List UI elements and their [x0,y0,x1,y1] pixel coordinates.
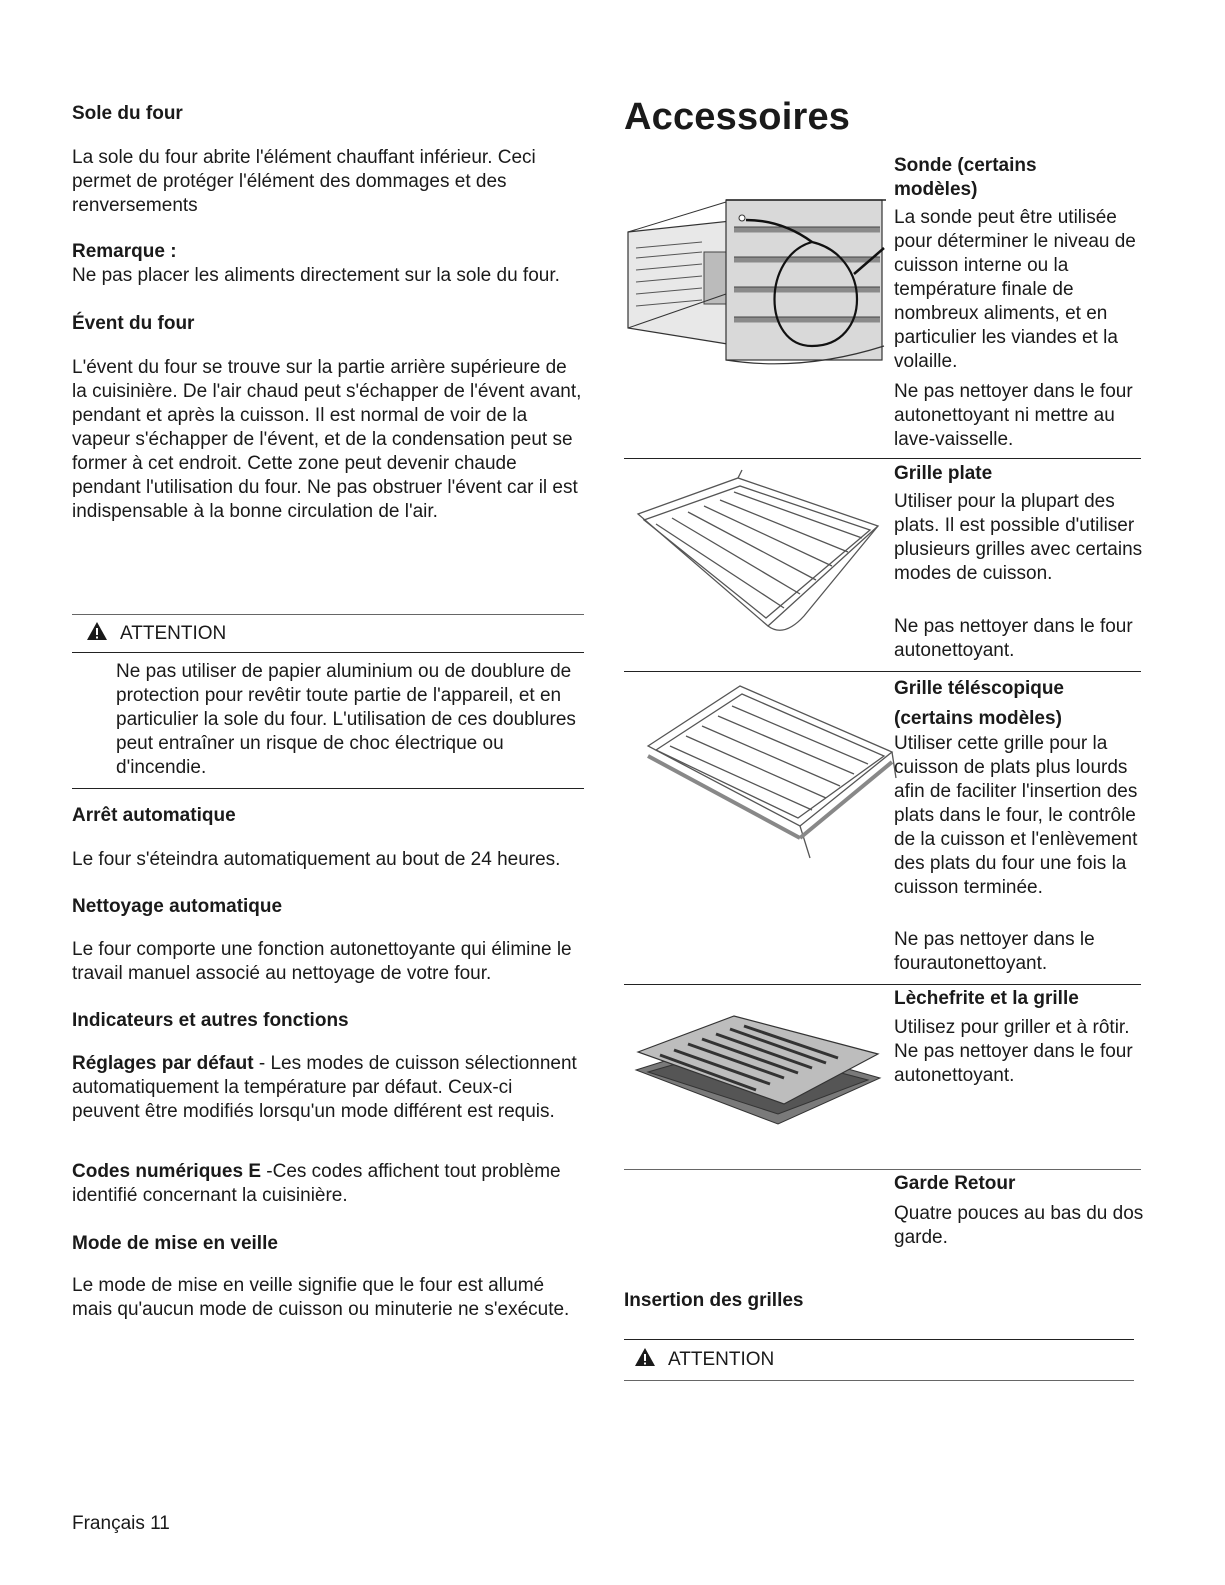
sonde-text-2: Ne pas nettoyer dans le four autonettoyant ni mettre au lave-vaisselle. [894,381,1133,450]
sonde-text-1: La sonde peut être utilisée pour déterminer le niveau de cuisson interne ou la température finale de nombreux aliments, et en particulier les viandes et la volaille. [894,207,1136,372]
flat-rack-image [634,466,884,636]
section-title-arret-automatique: Arrêt automatique [72,805,236,826]
codes-numeriques-text: -Ces codes affichent tout problème identifié concernant la cuisinière. [72,1161,561,1206]
nettoyage-automatique-text: Le four comporte une fonction autonettoyante qui élimine le travail manuel associé au nettoyage de votre four. [72,939,572,984]
section-title-sole-du-four: Sole du four [72,103,183,124]
section-title-indicateurs: Indicateurs et autres fonctions [72,1010,349,1031]
attention-label: ATTENTION [120,623,227,644]
telescopic-rack-image [640,676,900,860]
divider-1 [624,458,1141,459]
page-number: Français 11 [72,1513,170,1534]
attention-bottom-rule [72,788,584,789]
attention-right-label: ATTENTION [668,1349,775,1370]
page-title-accessoires: Accessoires [624,96,851,138]
garde-retour-text: Quatre pouces au bas du dos garde. [894,1203,1144,1248]
attention-right-header [634,1347,774,1371]
remarque-text: Ne pas placer les aliments directement sur la sole du four. [72,265,560,286]
grille-plate-title: Grille plate [894,463,993,484]
reglages-par-defaut-paragraph [72,1052,584,1124]
grille-telescopique-text-2: Ne pas nettoyer dans le fourautonettoyant. [894,929,1095,974]
lechefrite-text: Utilisez pour griller et à rôtir. Ne pas nettoyer dans le four autonettoyant. [894,1017,1133,1086]
attention-header [86,621,226,645]
grille-telescopique-title: Grille téléscopique (certains modèles) [894,678,1064,729]
probe-image [622,196,886,372]
section-title-insertion-des-grilles: Insertion des grilles [624,1290,804,1311]
sonde-title: Sonde (certains modèles) [894,155,1037,200]
section-title-event-du-four: Évent du four [72,313,195,334]
garde-retour-title: Garde Retour [894,1173,1016,1194]
lechefrite-title: Lèchefrite et la grille [894,988,1079,1009]
grille-plate-text-1: Utiliser pour la plupart des plats. Il est possible d'utiliser plusieurs grilles avec certains modes de cuisson. [894,491,1143,584]
warning-icon [634,1347,656,1367]
divider-4 [624,1169,1141,1170]
codes-numeriques-paragraph [72,1160,584,1208]
section-title-nettoyage-automatique: Nettoyage automatique [72,896,283,917]
attention-right-bottom-rule [624,1380,1134,1381]
sole-du-four-text: La sole du four abrite l'élément chauffant inférieur. Ceci permet de protéger l'élément des dommages et des renversements [72,147,536,216]
mode-veille-text: Le mode de mise en veille signifie que le four est allumé mais qu'aucun mode de cuisson ou minuterie ne s'exécute. [72,1275,570,1320]
event-du-four-text: L'évent du four se trouve sur la partie arrière supérieure de la cuisinière. De l'air chaud peut s'échapper de l'évent avant, pendant et après la cuisson. Il est normal de voir de la vapeur s'échapper de l'évent, et de la condensation peut se former à cet endroit. Cette zone peut devenir chaude pendant l'utilisation du four. Ne pas obstruer l'évent car il est indispensable à la bonne circulation de l'air. [72,357,582,522]
grille-telescopique-text-1: Utiliser cette grille pour la cuisson de plats plus lourds afin de faciliter l'insertion des plats dans le four, le contrôle de la cuisson et l'enlèvement des plats du four une fois la cuisson terminée. [894,733,1138,898]
attention-right-top-rule [624,1339,1134,1340]
remarque-title: Remarque : [72,241,177,262]
codes-numeriques-label: Codes numériques E [72,1161,261,1182]
attention-text: Ne pas utiliser de papier aluminium ou de doublure de protection pour revêtir toute partie de l'appareil, et en particulier la sole du four. L'utilisation de ces doublures peut entraîner un risque de choc électrique ou d'incendie. [116,661,576,778]
reglages-par-defaut-text: - Les modes de cuisson sélectionnent automatiquement la température par défaut. Ceux-ci peuvent être modifiés lorsqu'un mode différent est requis. [72,1053,577,1122]
attention-mid-rule [72,652,584,653]
broil-pan-image [634,1008,884,1132]
grille-plate-text-2: Ne pas nettoyer dans le four autonettoyant. [894,616,1133,661]
section-title-mode-veille: Mode de mise en veille [72,1233,278,1254]
reglages-par-defaut-label: Réglages par défaut [72,1053,254,1074]
divider-3 [624,984,1141,985]
warning-icon [86,621,108,641]
arret-automatique-text: Le four s'éteindra automatiquement au bout de 24 heures. [72,849,561,870]
attention-top-rule [72,614,584,615]
divider-2 [624,671,1141,672]
